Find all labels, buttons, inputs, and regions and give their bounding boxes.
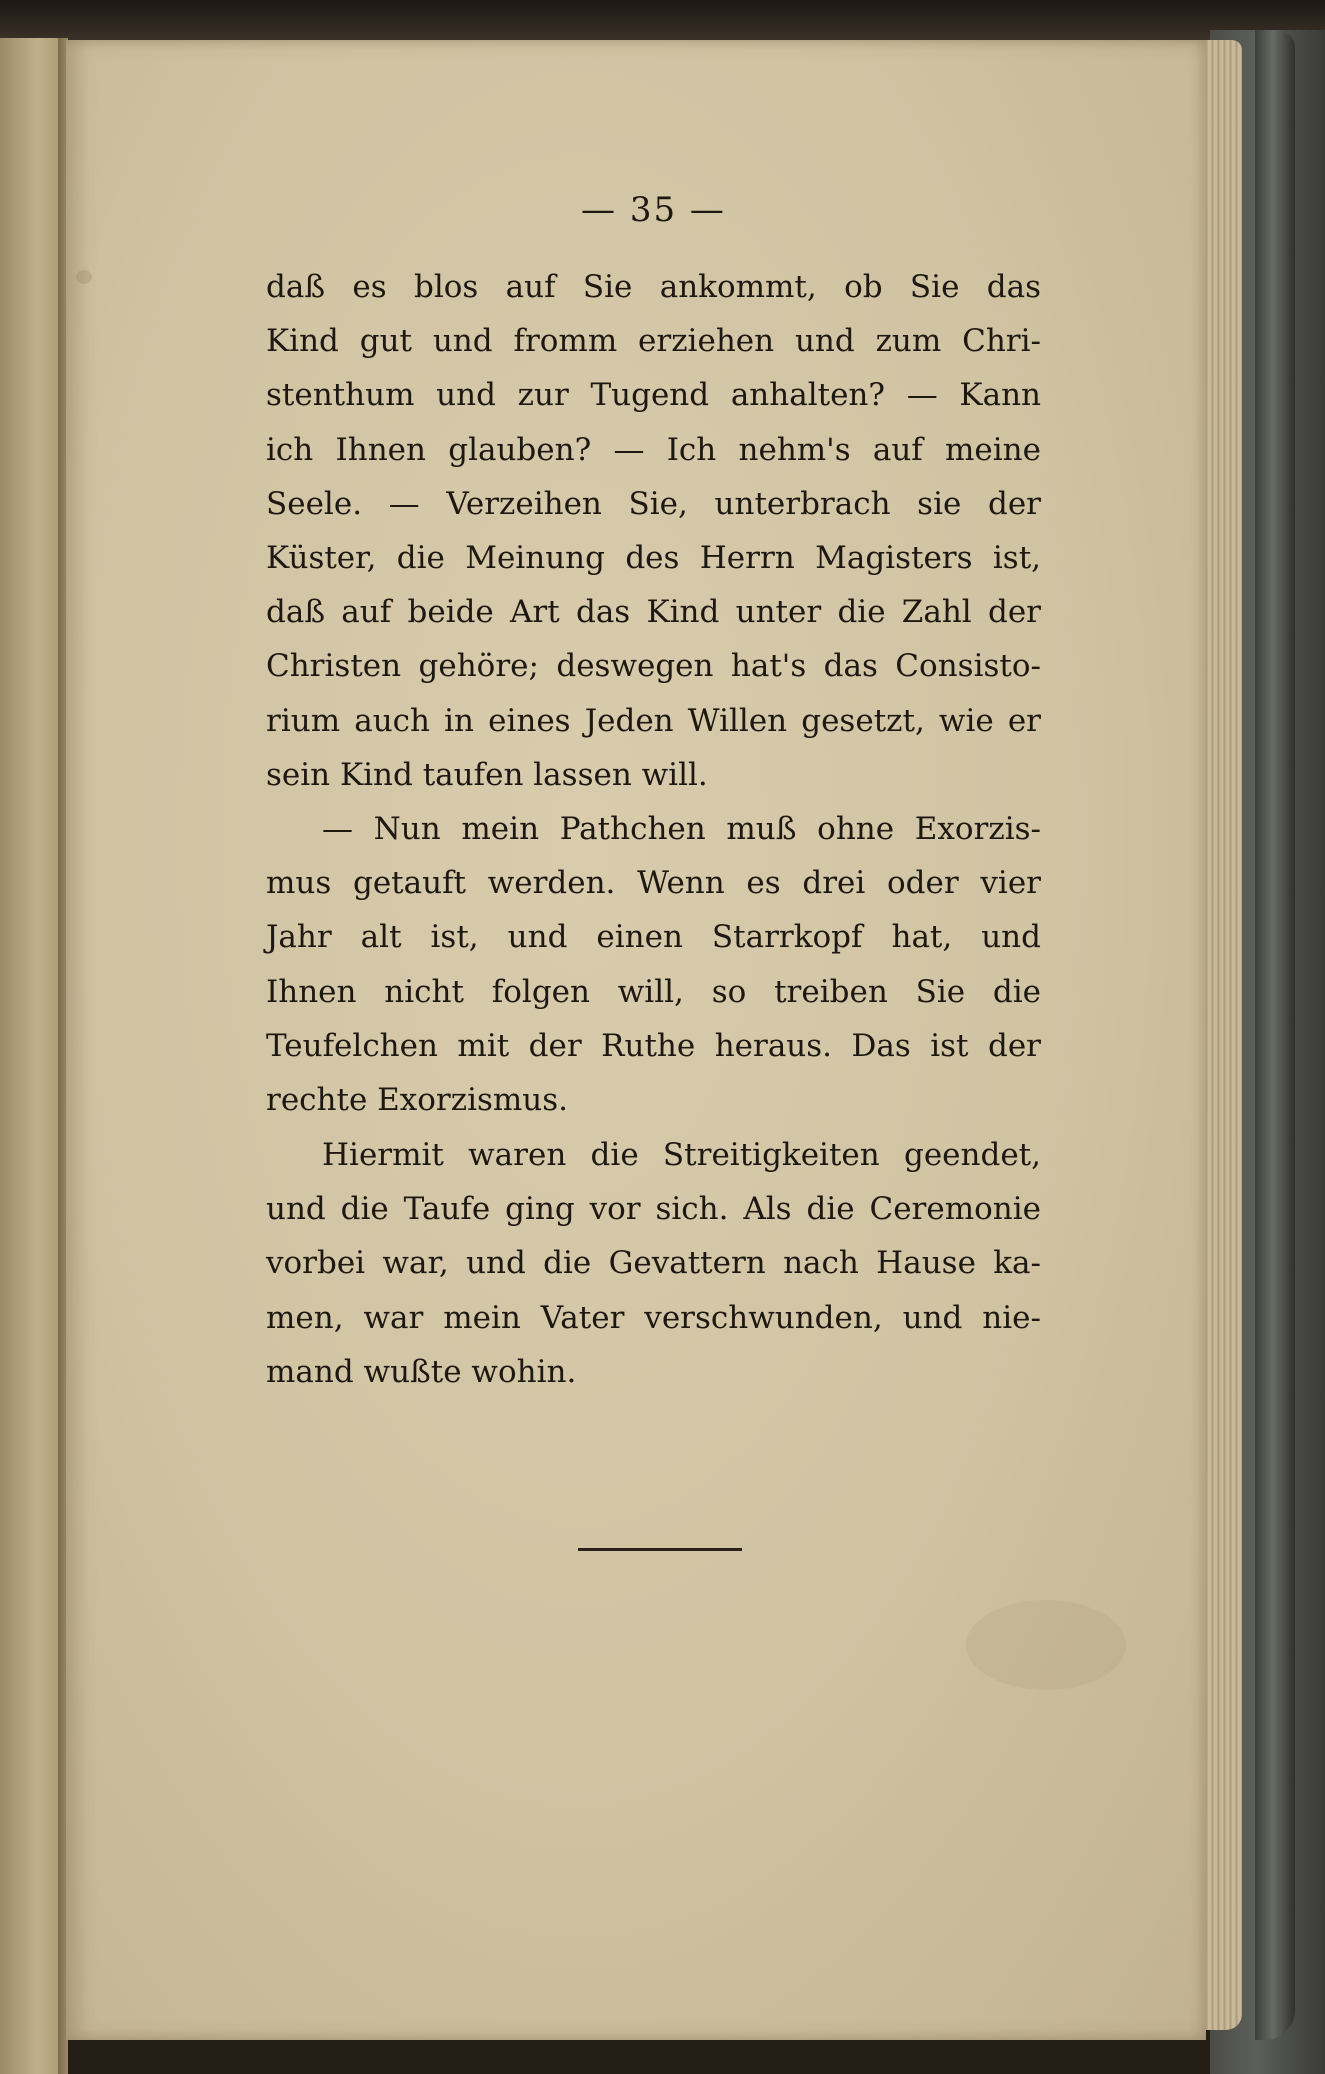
closing-rule	[578, 1548, 742, 1551]
text-line: ich Ihnen glauben? — Ich nehm's auf meine	[266, 431, 1041, 468]
text-line: sein Kind taufen lassen will.	[266, 756, 708, 793]
page-number-header: — 35 —	[581, 190, 726, 230]
text-line: stenthum und zur Tugend anhalten? — Kann	[266, 377, 1041, 414]
text-line: vorbei war, und die Gevattern nach Hause ka-	[266, 1245, 1041, 1282]
text-line: rium auch in eines Jeden Willen gesetzt, wie er	[266, 702, 1041, 739]
text-line: und die Taufe ging vor sich. Als die Ceremonie	[266, 1191, 1041, 1228]
paper-spot	[76, 270, 92, 284]
page-sheet	[66, 40, 1206, 2040]
text-line: Hiermit waren die Streitigkeiten geendet,	[322, 1137, 1041, 1173]
text-line: Christen gehöre; deswegen hat's das Consisto-	[266, 648, 1041, 685]
text-line: men, war mein Vater verschwunden, und nie-	[266, 1299, 1041, 1336]
text-line: — Nun mein Pathchen muß ohne Exorzis-	[322, 811, 1041, 847]
text-line: mus getauft werden. Wenn es drei oder vier	[266, 865, 1041, 902]
text-line: Ihnen nicht folgen will, so treiben Sie die	[266, 973, 1041, 1010]
text-line: Jahr alt ist, und einen Starrkopf hat, und	[266, 919, 1041, 956]
text-line: rechte Exorzismus.	[266, 1081, 569, 1118]
text-line: daß es blos auf Sie ankommt, ob Sie das	[266, 269, 1041, 305]
paragraph-3	[266, 1128, 1041, 1399]
book-cover-edge	[1255, 30, 1295, 2040]
paper-stain	[966, 1600, 1126, 1690]
paragraph-2	[266, 802, 1041, 1127]
paragraph-1	[266, 260, 1041, 802]
top-binding-strip	[0, 0, 1325, 40]
text-line: Kind gut und fromm erziehen und zum Chri-	[266, 323, 1041, 360]
text-line: Küster, die Meinung des Herrn Magisters ist,	[266, 539, 1041, 576]
text-line: mand wußte wohin.	[266, 1353, 577, 1390]
text-line: Teufelchen mit der Ruthe heraus. Das ist der	[266, 1027, 1041, 1064]
text-line: daß auf beide Art das Kind unter die Zahl der	[266, 594, 1041, 631]
text-line: Seele. — Verzeihen Sie, unterbrach sie der	[266, 485, 1041, 522]
